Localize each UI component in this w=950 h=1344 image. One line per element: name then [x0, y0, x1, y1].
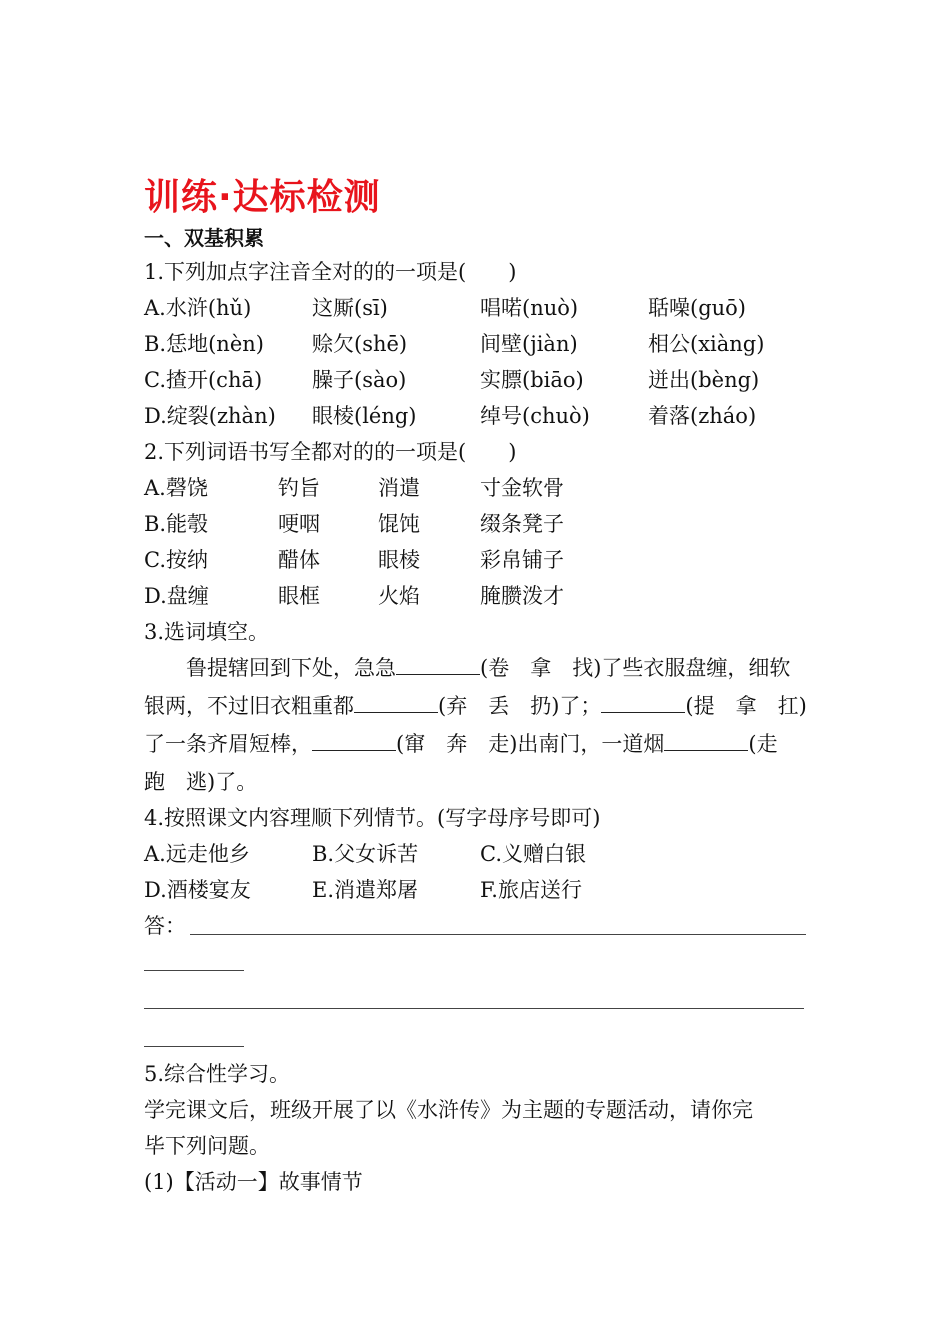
- option-cell: A.远走他乡: [144, 842, 250, 866]
- text: 了一条齐眉短棒，: [144, 732, 312, 756]
- answer-line[interactable]: [144, 1008, 804, 1009]
- fill-blank[interactable]: [396, 654, 480, 675]
- option-cell: 消遣: [378, 476, 420, 500]
- option-cell: 绰号(chuò): [480, 404, 590, 428]
- page-title: 训练·达标检测: [144, 177, 381, 218]
- option-cell: 实膘(biāo): [480, 368, 584, 392]
- paragraph-line: [144, 726, 778, 762]
- option-cell: A.水浒(hǔ): [144, 296, 252, 320]
- option-cell: B.父女诉苦: [312, 842, 419, 866]
- option-cell: 这厮(sī): [312, 296, 388, 320]
- paragraph-line: [144, 688, 807, 724]
- fill-blank[interactable]: [664, 730, 748, 751]
- option-cell: 赊欠(shē): [312, 332, 408, 356]
- question-2-stem: 2.下列词语书写全都对的的一项是( ): [144, 440, 517, 464]
- question-1-stem: 1.下列加点字注音全对的的一项是( ): [144, 260, 517, 284]
- text: 鲁提辖回到下处，急急: [186, 656, 396, 680]
- answer-line[interactable]: [190, 934, 806, 935]
- section-heading: 一、双基积累: [144, 226, 264, 250]
- question-5-text: 学完课文后，班级开展了以《水浒传》为主题的专题活动，请你完: [144, 1098, 753, 1122]
- question-5-stem: 5.综合性学习。: [144, 1062, 291, 1086]
- option-cell: C.揸开(chā): [144, 368, 263, 392]
- answer-line[interactable]: [144, 970, 244, 971]
- text: (卷 拿 找)了些衣服盘缠，细软: [480, 656, 791, 680]
- option-cell: A.磬饶: [144, 476, 208, 500]
- option-cell: 相公(xiàng): [648, 332, 765, 356]
- answer-label: 答：: [144, 914, 186, 938]
- question-5-sub-1: (1)【活动一】故事情节: [144, 1170, 363, 1194]
- paragraph-line: 跑 逃)了。: [144, 770, 258, 794]
- fill-blank[interactable]: [601, 692, 685, 713]
- option-cell: C.按纳: [144, 548, 208, 572]
- option-cell: 眼棱: [378, 548, 420, 572]
- question-3-stem: 3.选词填空。: [144, 620, 270, 644]
- fill-blank[interactable]: [312, 730, 396, 751]
- option-cell: 眼棱(léng): [312, 404, 417, 428]
- option-cell: 迸出(bèng): [648, 368, 760, 392]
- text: 银两，不过旧衣粗重都: [144, 694, 354, 718]
- option-cell: 馄饨: [378, 512, 420, 536]
- option-cell: 缀条凳子: [480, 512, 564, 536]
- question-4-stem: 4.按照课文内容理顺下列情节。(写字母序号即可): [144, 806, 601, 830]
- option-cell: 间壁(jiàn): [480, 332, 578, 356]
- option-cell: 着落(zháo): [648, 404, 757, 428]
- text: (提 拿 扛): [685, 694, 807, 718]
- option-cell: D.绽裂(zhàn): [144, 404, 276, 428]
- question-5-text: 毕下列问题。: [144, 1134, 270, 1158]
- option-cell: 眼框: [278, 584, 320, 608]
- option-cell: B.能彀: [144, 512, 209, 536]
- option-cell: 臊子(sào): [312, 368, 407, 392]
- option-cell: 腌臜泼才: [480, 584, 564, 608]
- option-cell: B.恁地(nèn): [144, 332, 264, 356]
- paragraph-line: [186, 650, 790, 686]
- fill-blank[interactable]: [354, 692, 438, 713]
- option-cell: 聒噪(guō): [648, 296, 746, 320]
- option-cell: 醋体: [278, 548, 320, 572]
- option-cell: D.酒楼宴友: [144, 878, 251, 902]
- text: (走: [748, 732, 778, 756]
- text: (弃 丢 扔)了；: [438, 694, 602, 718]
- option-cell: C.义赠白银: [480, 842, 586, 866]
- option-cell: 唱喏(nuò): [480, 296, 579, 320]
- option-cell: 寸金软骨: [480, 476, 564, 500]
- text: (窜 奔 走)出南门，一道烟: [396, 732, 665, 756]
- option-cell: 彩帛铺子: [480, 548, 564, 572]
- option-cell: E.消遣郑屠: [312, 878, 419, 902]
- option-cell: F.旅店送行: [480, 878, 582, 902]
- option-cell: 哽咽: [278, 512, 320, 536]
- option-cell: 钓旨: [278, 476, 320, 500]
- option-cell: D.盘缠: [144, 584, 209, 608]
- answer-line[interactable]: [144, 1046, 244, 1047]
- option-cell: 火焰: [378, 584, 420, 608]
